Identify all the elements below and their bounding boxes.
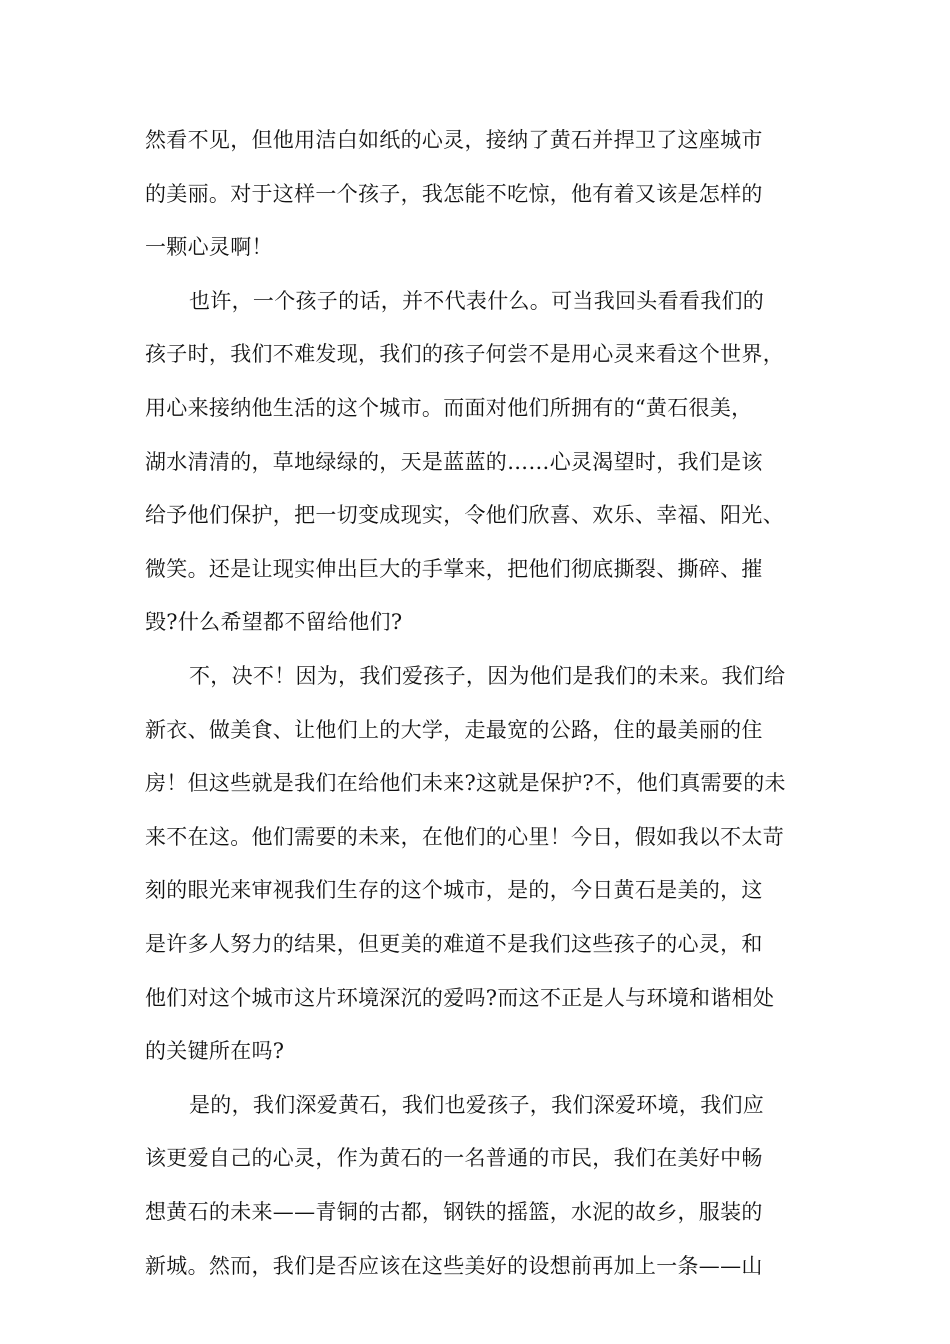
text-line: 的美丽。对于这样一个孩子，我怎能不吃惊，他有着又该是怎样的 [145,181,763,206]
text-line: 是许多人努力的结果，但更美的难道不是我们这些孩子的心灵，和 [145,932,763,956]
text-line: 也许，一个孩子的话，并不代表什么。可当我回头看看我们的 [189,288,765,313]
text-line: 孩子时，我们不难发现，我们的孩子何尝不是用心灵来看这个世界， [145,342,784,367]
text-line: 不，决不！因为，我们爱孩子，因为他们是我们的未来。我们给 [189,664,786,688]
text-line: 给予他们保护，把一切变成现实，令他们欣喜、欢乐、幸福、阳光、 [145,503,784,528]
text-line: 房！但这些就是我们在给他们未来?这就是保护?不，他们真需要的未 [145,771,786,796]
text-line: 微笑。还是让现实伸出巨大的手掌来，把他们彻底撕裂、撕碎、摧 [145,556,763,581]
text-line: 刻的眼光来审视我们生存的这个城市，是的，今日黄石是美的，这 [145,878,763,903]
text-line: 的关键所在吗? [145,1039,285,1064]
text-line: 新衣、做美食、让他们上的大学，走最宽的公路，住的最美丽的住 [145,717,763,742]
text-line: 想黄石的未来——青铜的古都，钢铁的摇篮，水泥的故乡，服装的 [145,1200,763,1224]
text-line: 该更爱自己的心灵，作为黄石的一名普通的市民，我们在美好中畅 [145,1146,763,1171]
text-line: 毁?什么希望都不留给他们? [145,610,403,635]
text-line: 他们对这个城市这片环境深沉的爱吗?而这不正是人与环境和谐相处 [145,985,775,1010]
text-line: 一颗心灵啊！ [145,235,273,260]
text-line: 新城。然而，我们是否应该在这些美好的设想前再加上一条——山 [145,1253,763,1278]
text-line: 来不在这。他们需要的未来，在他们的心里！今日，假如我以不太苛 [145,824,784,849]
text-line: 然看不见，但他用洁白如纸的心灵，接纳了黄石并捍卫了这座城市 [145,128,763,152]
text-line: 用心来接纳他生活的这个城市。而面对他们所拥有的“黄石很美， [145,396,753,420]
text-line: 湖水清清的，草地绿绿的，天是蓝蓝的……心灵渴望时，我们是该 [145,449,763,474]
text-line: 是的，我们深爱黄石，我们也爱孩子，我们深爱环境，我们应 [189,1092,765,1117]
